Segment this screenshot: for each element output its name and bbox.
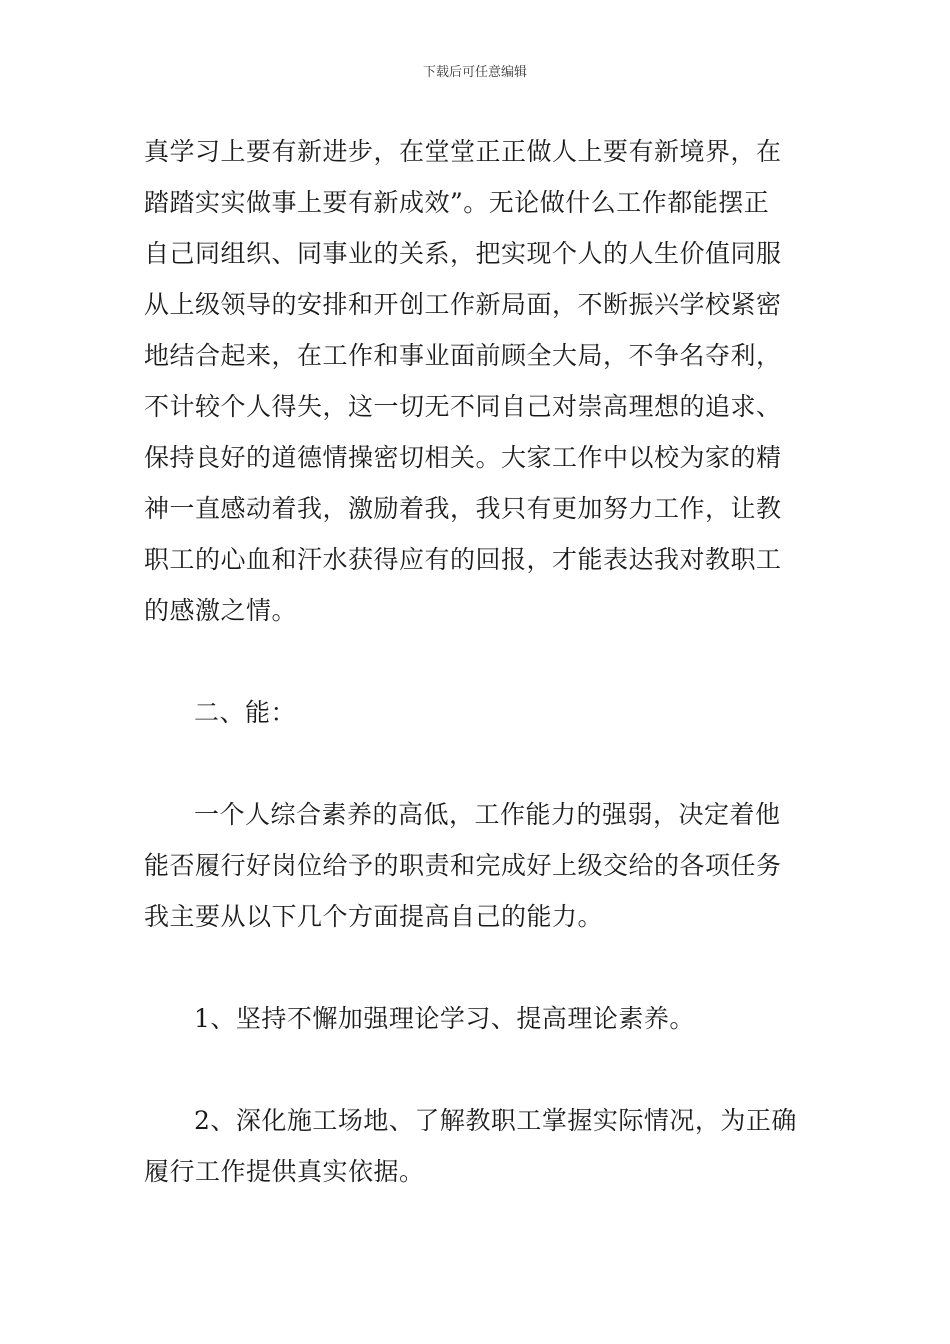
text-line: 自己同组织、同事业的关系，把实现个人的人生价值同服 — [144, 239, 782, 268]
paragraph-spacer — [144, 942, 806, 993]
text-line: 的感激之情。 — [144, 596, 298, 625]
text-line: 神一直感动着我，激励着我，我只有更加努力工作，让教 — [144, 494, 782, 523]
text-line: 踏踏实实做事上要有新成效”。无论做什么工作都能摆正 — [144, 188, 770, 217]
paragraph — [144, 789, 806, 942]
paragraph-spacer — [144, 636, 806, 687]
section-heading-text: 二、能： — [194, 698, 297, 727]
text-line: 1、坚持不懈加强理论学习、提高理论素养。 — [194, 1004, 695, 1033]
text-line: 从上级领导的安排和开创工作新局面，不断振兴学校紧密 — [144, 290, 782, 319]
text-line: 地结合起来，在工作和事业面前顾全大局，不争名夺利， — [144, 341, 782, 370]
text-line: 职工的心血和汗水获得应有的回报，才能表达我对教职工 — [144, 545, 782, 574]
text-line: 履行工作提供真实依据。 — [144, 1157, 425, 1186]
text-line: 不计较个人得失，这一切无不同自己对崇高理想的追求、 — [144, 392, 782, 421]
section-heading — [144, 687, 806, 738]
page-header: 下载后可任意编辑 — [422, 65, 527, 80]
paragraph-spacer — [144, 738, 806, 789]
text-line: 保持良好的道德情操密切相关。大家工作中以校为家的精 — [144, 443, 782, 472]
list-item — [144, 993, 806, 1044]
text-line: 能否履行好岗位给予的职责和完成好上级交给的各项任务 — [144, 851, 782, 880]
paragraph-spacer — [144, 1044, 806, 1095]
paragraph — [144, 126, 806, 636]
text-line: 真学习上要有新进步，在堂堂正正做人上要有新境界，在 — [144, 137, 782, 166]
text-line: 2、深化施工场地、了解教职工掌握实际情况，为正确 — [194, 1106, 797, 1135]
text-line: 一个人综合素养的高低，工作能力的强弱，决定着他 — [194, 800, 781, 829]
document-body — [144, 126, 806, 1197]
list-item — [144, 1095, 806, 1197]
text-line: 我主要从以下几个方面提高自己的能力。 — [144, 902, 604, 931]
